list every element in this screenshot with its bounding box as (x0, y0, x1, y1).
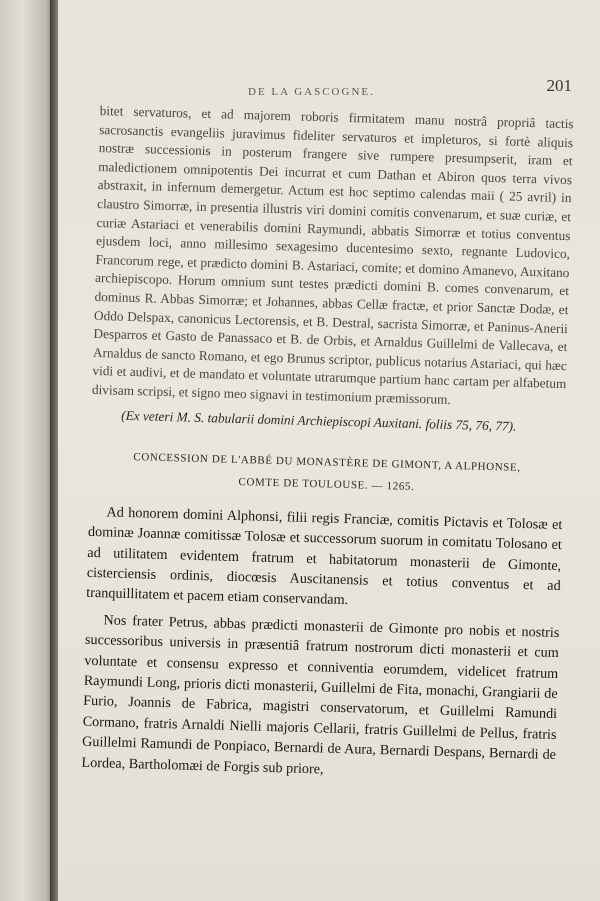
source-citation: (Ex veteri M. S. tabularii domini Archiepiscopi Auxitani. foliis 75, 76, 77). (121, 407, 517, 434)
page-number: 201 (546, 76, 572, 95)
charter-preamble-paragraph: Ad honorem domini Alphonsi, filii regis Franciæ, comitis Pictavis et Tolosæ et dominæ Joannæ comitissæ Tolosæ et successorum suorum in comitatu Tolosano et ad utilitatem evidentem fratrum et habitatorum monasterii de Gimonte, cisterciensis ordinis, diocœsis Auscitanensis et totius conventus et ad tranquillitatem et pacem etiam conservandam. (86, 504, 563, 609)
running-head: DE LA GASCOGNE. (248, 86, 375, 98)
charter-body-paragraph: Nos frater Petrus, abbas prædicti monasterii de Gimonte pro nobis et nostris successoribus universis in præsentiâ fratrum nostrorum dicti monasterii et cum voluntate et consensu expresso et conniventia eorumdem, videlicet fratrum Raymundi Long, prioris dicti monasterii, Guillelmi de Fita, monachi, Grangiarii de Furio, Joannis de Fabrica, magistri conservatorum, et Guillelmi Ramundi Cormano, fratris Arnaldi Nielli majoris Cellarii, fratris Guillelmi de Pellus, fratris Guillelmi Ramundi de Ponpiaco, Bernardi de Aura, Bernardi Despans, Bernardi de Lordea, Bartholomæi de Forgis sub priore, (81, 612, 560, 778)
book-page (58, 0, 600, 901)
section-heading: CONCESSION DE L'ABBÉ DU MONASTÈRE DE GIMONT, A ALPHONSE, (133, 451, 521, 474)
section-heading-date: COMTE DE TOULOUSE. — 1265. (238, 476, 415, 494)
page-body (81, 102, 574, 786)
charter-continuation-paragraph: bitet servaturos, et ad majorem roboris firmitatem manu nostrâ propriâ tactis sacrosanctis evangeliis juravimus fideliter servaturos et impleturos, si fortè aliquis nostræ successionis in posterum frangere sive rumpere presumpserit, iram et maledictionem omnipotentis Dei incurrat et cum Dathan et Abiron quos terra vivos abstraxit, in infernum demergetur. Actum est hoc septimo calendas maii ( 25 avril) in claustro Simorræ, in presentia illustris viri domini comitis convenarum, et suæ curiæ, et curiæ Astariaci et venerabilis domini Raymundi, abbatis Simorræ et totius conventus ejusdem loci, anno millesimo sexagesimo ducentesimo sexto, regnante Ludovico, Francorum rege, et prædicto domini B. Astariaci, comite; et domino Amanevo, Auxitano archiepiscopo. Horum omnium sunt testes prædicti domini B. comes convenarum, et dominus R. Abbas Simorræ; et Johannes, abbas Cellæ fractæ, et prior Sanctæ Dodæ, et Oddo Delspax, canonicus Lectorensis, et B. Destral, sacrista Simorræ, et Paninus-Anerii Desparros et Gasto de Panassaco et B. de Orbis, et Arnaldus Guillelmi de Vallecava, et Arnaldus de sancto Romano, et ego Brunus scriptor, publicus notarius Astariaci, qui hæc vidi et audivi, et de mandato et voluntate utrarumque partium hanc cartam per alfabetum divisam scripsi, et signo meo signavi in testimonium præmissorum. (91, 102, 574, 407)
